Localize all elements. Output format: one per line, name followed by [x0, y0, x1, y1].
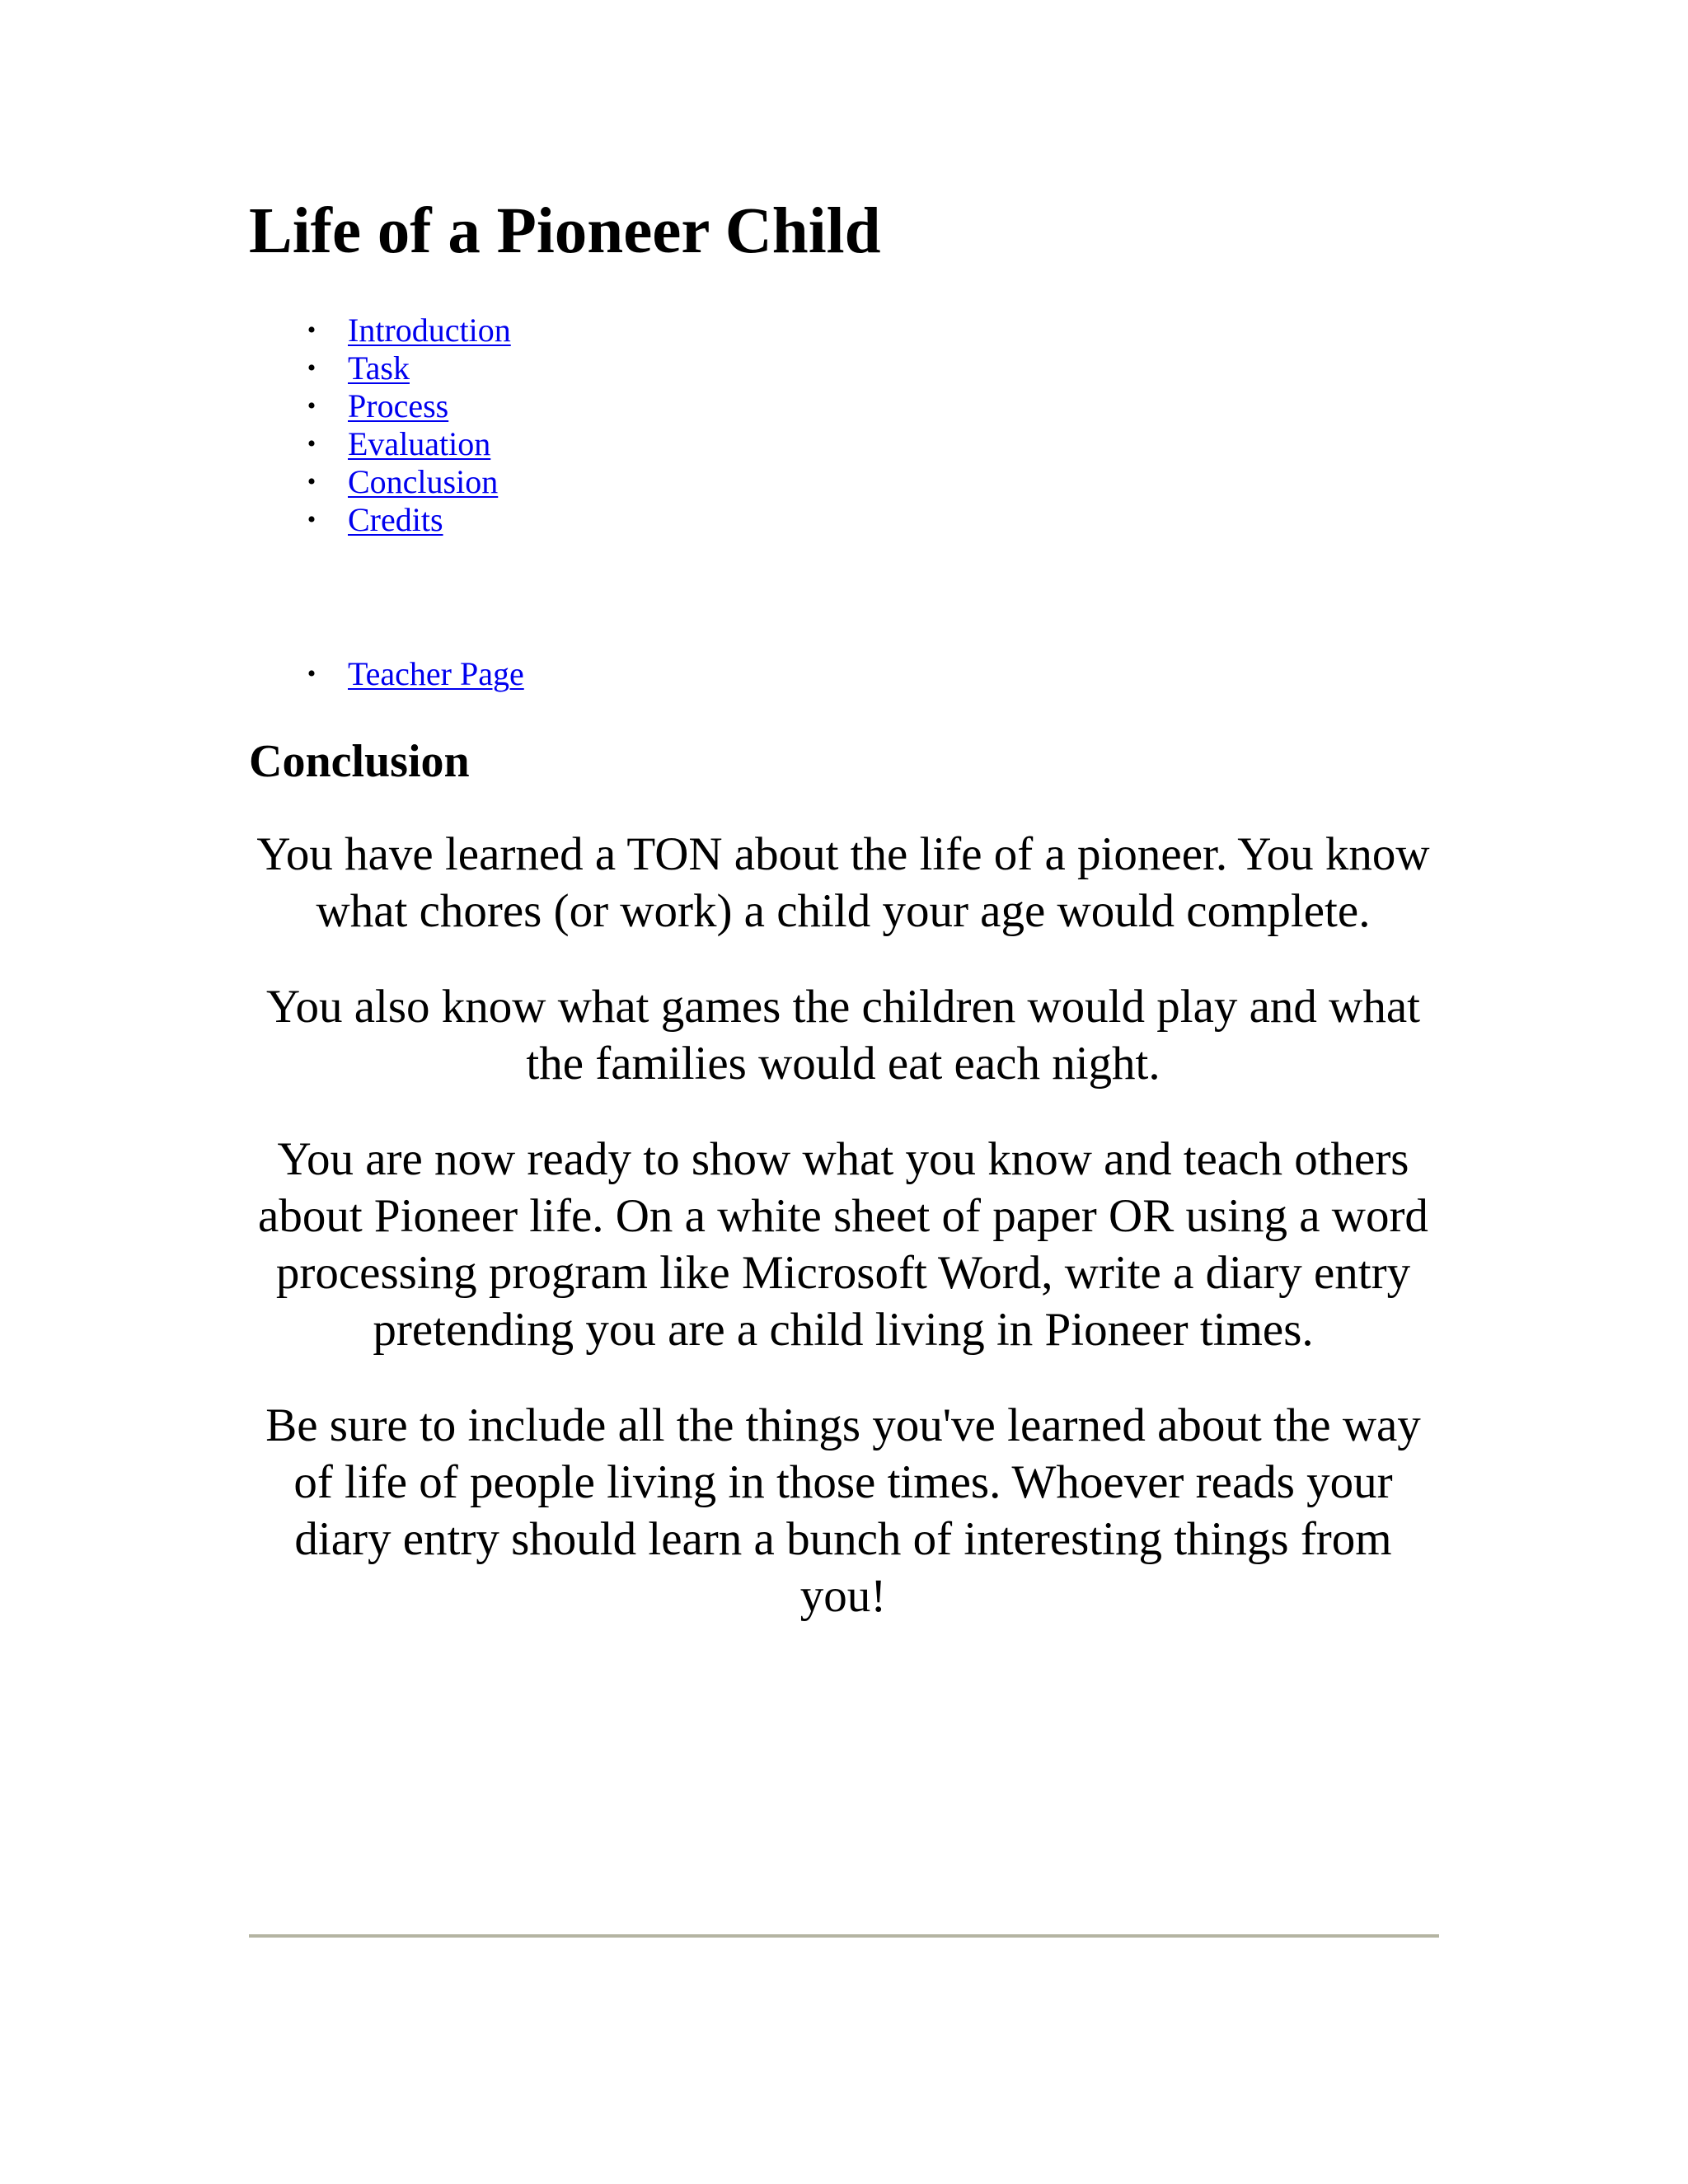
nav-item-process [249, 387, 511, 425]
teacher-navigation-list [249, 655, 524, 693]
conclusion-paragraph: You are now ready to show what you know and teach others about Pioneer life. On a white sheet of paper OR using a word processing program like Microsoft Word, write a diary entry pretending you are a child living in Pioneer times. [258, 1133, 1428, 1356]
bullet-icon: • [307, 430, 316, 457]
bullet-icon: • [307, 506, 316, 533]
nav-item-introduction [249, 312, 511, 349]
nav-item-conclusion [249, 463, 511, 501]
nav-item-task [249, 349, 511, 387]
horizontal-divider [249, 1934, 1439, 1938]
page-title: Life of a Pioneer Child [249, 195, 881, 267]
bullet-icon: • [307, 660, 316, 687]
nav-link-teacher-page[interactable]: Teacher Page [348, 655, 524, 692]
nav-item-evaluation [249, 425, 511, 463]
bullet-icon: • [307, 354, 316, 382]
bullet-icon: • [307, 468, 316, 495]
conclusion-paragraph: You also know what games the children would play and what the families would eat each night. [266, 981, 1420, 1090]
conclusion-paragraph: You have learned a TON about the life of a pioneer. You know what chores (or work) a child your age would complete. [256, 828, 1430, 937]
navigation-list [249, 312, 511, 539]
bullet-icon: • [307, 316, 316, 344]
nav-link-conclusion[interactable]: Conclusion [348, 463, 499, 500]
bullet-icon: • [307, 392, 316, 419]
nav-link-introduction[interactable]: Introduction [348, 312, 511, 349]
nav-item-credits [249, 501, 511, 539]
conclusion-content [249, 826, 1437, 1663]
nav-link-evaluation[interactable]: Evaluation [348, 425, 491, 462]
section-heading: Conclusion [249, 736, 470, 787]
nav-item-teacher-page [249, 655, 524, 693]
conclusion-paragraph: Be sure to include all the things you've learned about the way of life of people living in those times. Whoever reads your diary entry should learn a bunch of interesting things from you! [265, 1399, 1421, 1622]
nav-link-task[interactable]: Task [348, 349, 410, 387]
nav-link-process[interactable]: Process [348, 387, 449, 424]
nav-link-credits[interactable]: Credits [348, 501, 443, 538]
